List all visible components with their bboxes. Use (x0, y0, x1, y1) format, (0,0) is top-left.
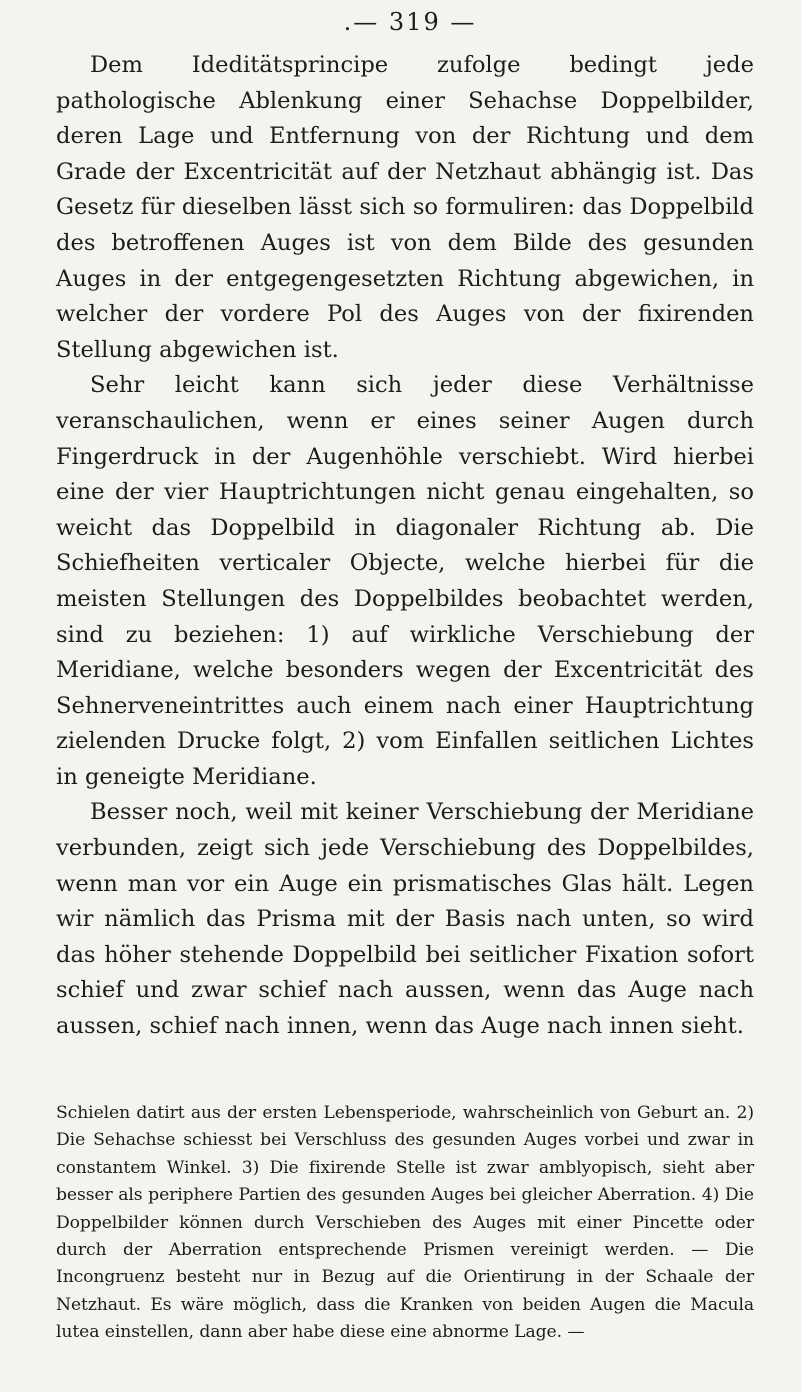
main-text (56, 48, 754, 1045)
paragraph-2: Sehr leicht kann sich jeder diese Verhältnisse veranschaulichen, wenn er eines seiner Augen durch Fingerdruck in der Augenhöhle verschiebt. Wird hierbei eine der vier Hauptrichtungen nicht genau eingehalten, so weicht das Doppelbild in diagonaler Richtung ab. Die Schiefheiten verticaler Objecte, welche hierbei für die meisten Stellungen des Doppelbildes beobachtet werden, sind zu beziehen: 1) auf wirkliche Verschiebung der Meridiane, welche besonders wegen der Excentricität des Sehnerveneintrittes auch einem nach einer Hauptrichtung zielenden Drucke folgt, 2) vom Einfallen seitlichen Lichtes in geneigte Meridiane. (56, 372, 754, 790)
page-number: .— 319 — (343, 8, 477, 36)
footnote-text: Schielen datirt aus der ersten Lebensperiode, wahrscheinlich von Geburt an. 2) Die Sehachse schiesst bei Verschluss des gesunden Auges vorbei und zwar in constantem Winkel. 3) Die fixirende Stelle ist zwar amblyopisch, sieht aber besser als periphere Partien des gesunden Auges bei gleicher Aberration. 4) Die Doppelbilder können durch Verschieben des Auges mit einer Pincette oder durch der Aberration entsprechende Prismen vereinigt werden. — Die Incongruenz besteht nur in Bezug auf die Orientirung in der Schaale der Netzhaut. Es wäre möglich, dass die Kranken von beiden Augen die Macula lutea einstellen, dann aber habe diese eine abnorme Lage. — (56, 1103, 754, 1343)
paragraph-1: Dem Ideditätsprincipe zufolge bedingt jede pathologische Ablenkung einer Sehachse Doppelbilder, deren Lage und Entfernung von der Richtung und dem Grade der Excentricität auf der Netzhaut abhängig ist. Das Gesetz für dieselben lässt sich so formuliren: das Doppelbild des betroffenen Auges ist von dem Bilde des gesunden Auges in der entgegengesetzten Richtung abgewichen, in welcher der vordere Pol des Auges von der fixirenden Stellung abgewichen ist. (56, 52, 754, 363)
footnote-block (56, 1100, 754, 1347)
paragraph-3: Besser noch, weil mit keiner Verschiebung der Meridiane verbunden, zeigt sich jede Verschiebung des Doppelbildes, wenn man vor ein Auge ein prismatisches Glas hält. Legen wir nämlich das Prisma mit der Basis nach unten, so wird das höher stehende Doppelbild bei seitlicher Fixation sofort schief und zwar schief nach aussen, wenn das Auge nach aussen, schief nach innen, wenn das Auge nach innen sieht. (56, 799, 754, 1040)
